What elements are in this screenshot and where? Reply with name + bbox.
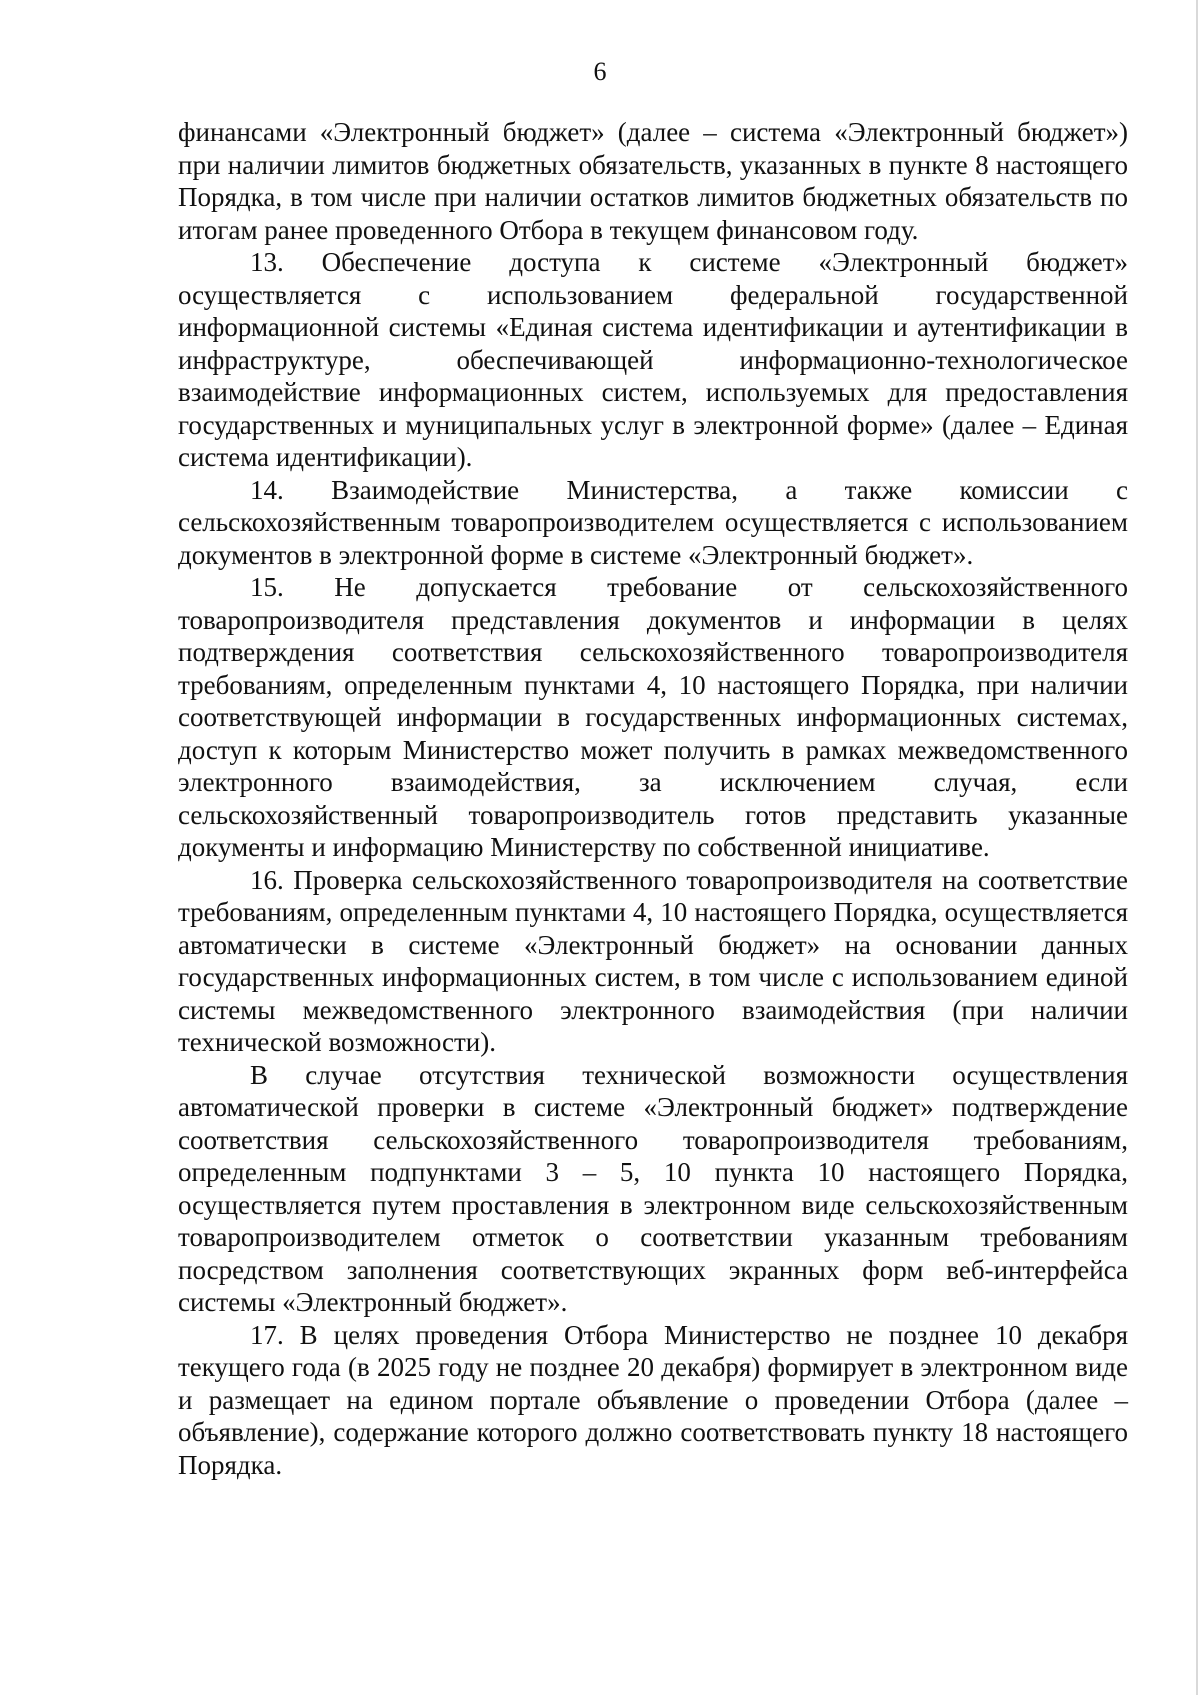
paragraph-15: 15. Не допускается требование от сельскохозяйственного товаропроизводителя представления документов и информации в целях подтверждения соответствия сельскохозяйственного товаропроизводителя требованиям, определенным пунктами 4, 10 настоящего Порядка, при наличии соответствующей информации в государственных информационных системах, доступ к которым Министерство может получить в рамках межведомственного электронного взаимодействия, за исключением случая, если сельскохозяйственный товаропроизводитель готов представить указанные документы и информацию Министерству по собственной инициативе. — [178, 572, 1128, 862]
page-number: 6 — [593, 57, 607, 86]
scan-edge-line — [1196, 0, 1198, 1695]
paragraph-continuation: финансами «Электронный бюджет» (далее – система «Электронный бюджет») при наличии лимитов бюджетных обязательств, указанных в пункте 8 настоящего Порядка, в том числе при наличии остатков лимитов бюджетных обязательств по итогам ранее проведенного Отбора в текущем финансовом году. — [178, 117, 1128, 245]
document-body — [178, 116, 1128, 1481]
paragraph-16-second: В случае отсутствия технической возможности осуществления автоматической проверки в системе «Электронный бюджет» подтверждение соответствия сельскохозяйственного товаропроизводителя требованиям, определенным подпунктами 3 – 5, 10 пункта 10 настоящего Порядка, осуществляется путем проставления в электронном виде сельскохозяйственным товаропроизводителем отметок о соответствии указанным требованиям посредством заполнения соответствующих экранных форм веб-интерфейса системы «Электронный бюджет». — [178, 1059, 1128, 1317]
paragraph-13: 13. Обеспечение доступа к системе «Электронный бюджет» осуществляется с использованием федеральной государственной информационной системы «Единая система идентификации и аутентификации в инфраструктуре, обеспечивающей информационно-технологическое взаимодействие информационных систем, используемых для предоставления государственных и муниципальных услуг в электронной форме» (далее – Единая система идентификации). — [178, 247, 1128, 472]
paragraph-16: 16. Проверка сельскохозяйственного товаропроизводителя на соответствие требованиям, определенным пунктами 4, 10 настоящего Порядка, осуществляется автоматически в системе «Электронный бюджет» на основании данных государственных информационных систем, в том числе с использованием единой системы межведомственного электронного взаимодействия (при наличии технической возможности). — [178, 864, 1128, 1057]
paragraph-14: 14. Взаимодействие Министерства, а также комиссии с сельскохозяйственным товаропроизводителем осуществляется с использованием документов в электронной форме в системе «Электронный бюджет». — [178, 474, 1128, 570]
paragraph-17: 17. В целях проведения Отбора Министерство не позднее 10 декабря текущего года (в 2025 году не позднее 20 декабря) формирует в электронном виде и размещает на едином портале объявление о проведении Отбора (далее – объявление), содержание которого должно соответствовать пункту 18 настоящего Порядка. — [178, 1319, 1128, 1480]
